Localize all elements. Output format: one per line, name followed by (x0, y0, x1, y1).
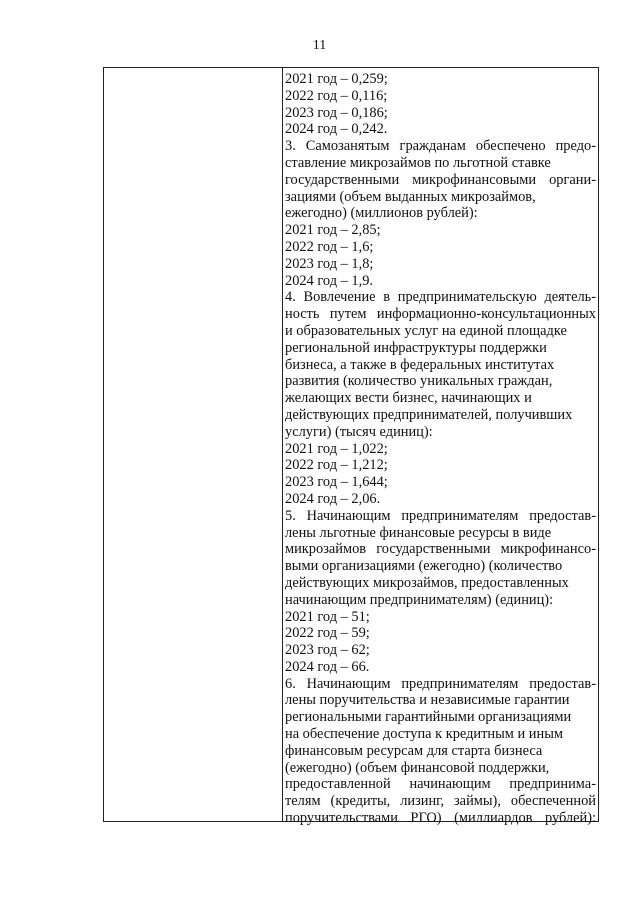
text-line: 2023 год – 1,644; (285, 474, 388, 491)
text-line: на обеспечение доступа к кредитным и иным (285, 726, 563, 743)
text-line: 6. Начинающим предпринимателям предостав- (285, 675, 596, 692)
text-line: региональными гарантийными организациями (285, 709, 572, 726)
text-line: 2021 год – 0,259; (285, 71, 388, 87)
text-line: 3. Самозанятым гражданам обеспечено предо- (285, 138, 596, 155)
text-line: действующих предпринимателей, получивших (285, 406, 573, 423)
text-line: 2023 год – 1,8; (285, 255, 374, 272)
text-line: 2022 год – 0,116; (285, 87, 388, 104)
text-line: поручительствами РГО) (миллиардов рублей): (285, 810, 596, 827)
text-line: лены льготные финансовые ресурсы в виде (285, 524, 552, 541)
text-line: 2022 год – 59; (285, 625, 370, 642)
text-line: 2023 год – 0,186; (285, 104, 388, 121)
text-line: ставление микрозаймов по льготной ставке (285, 154, 551, 171)
text-line: зациями (объем выданных микрозаймов, (285, 188, 536, 205)
text-line: 2021 год – 51; (285, 608, 370, 625)
text-line: 5. Начинающим предпринимателям предостав- (285, 507, 596, 524)
text-line: 4. Вовлечение в предпринимательскую деятель- (285, 289, 596, 306)
text-line: бизнеса, а также в федеральных институтах (285, 356, 555, 373)
text-line: действующих микрозаймов, предоставленных (285, 574, 569, 591)
text-line: 2024 год – 1,9. (285, 272, 374, 289)
text-line: лены поручительства и независимые гарантии (285, 692, 570, 709)
text-line: начинающим предпринимателям) (единиц): (285, 591, 554, 608)
text-line: 2023 год – 62; (285, 642, 370, 659)
text-line: предоставленной начинающим предпринима- (285, 776, 596, 793)
text-line: 2024 год – 66. (285, 658, 370, 675)
text-line: ность путем информационно-консультационных (285, 306, 596, 323)
text-line: выми организациями (ежегодно) (количество (285, 558, 563, 575)
page-number: 11 (312, 38, 327, 53)
text-line: 2021 год – 1,022; (285, 440, 388, 457)
content-table (103, 67, 599, 827)
text-line: 2022 год – 1,6; (285, 238, 374, 255)
text-line: и образовательных услуг на единой площадке (285, 322, 567, 339)
text-line: государственными микрофинансовыми органи- (285, 171, 596, 188)
text-line: региональной инфраструктуры поддержки (285, 339, 547, 356)
table-right-cell (285, 71, 596, 827)
text-line: 2022 год – 1,212; (285, 457, 388, 474)
text-line: (ежегодно) (объем финансовой поддержки, (285, 759, 550, 776)
column-divider (282, 68, 283, 821)
text-line: ежегодно) (миллионов рублей): (285, 205, 478, 222)
text-line: 2024 год – 0,242. (285, 121, 388, 138)
text-line: финансовым ресурсам для старта бизнеса (285, 742, 543, 759)
text-line: 2021 год – 2,85; (285, 222, 381, 239)
text-line: микрозаймов государственными микрофинансо- (285, 541, 596, 558)
text-line: 2024 год – 2,06. (285, 490, 381, 507)
text-line: услуги) (тысяч единиц): (285, 423, 433, 440)
text-line: развития (количество уникальных граждан, (285, 373, 553, 390)
text-line: желающих вести бизнес, начинающих и (285, 390, 532, 407)
text-line: телям (кредиты, лизинг, займы), обеспеченной (285, 793, 596, 810)
